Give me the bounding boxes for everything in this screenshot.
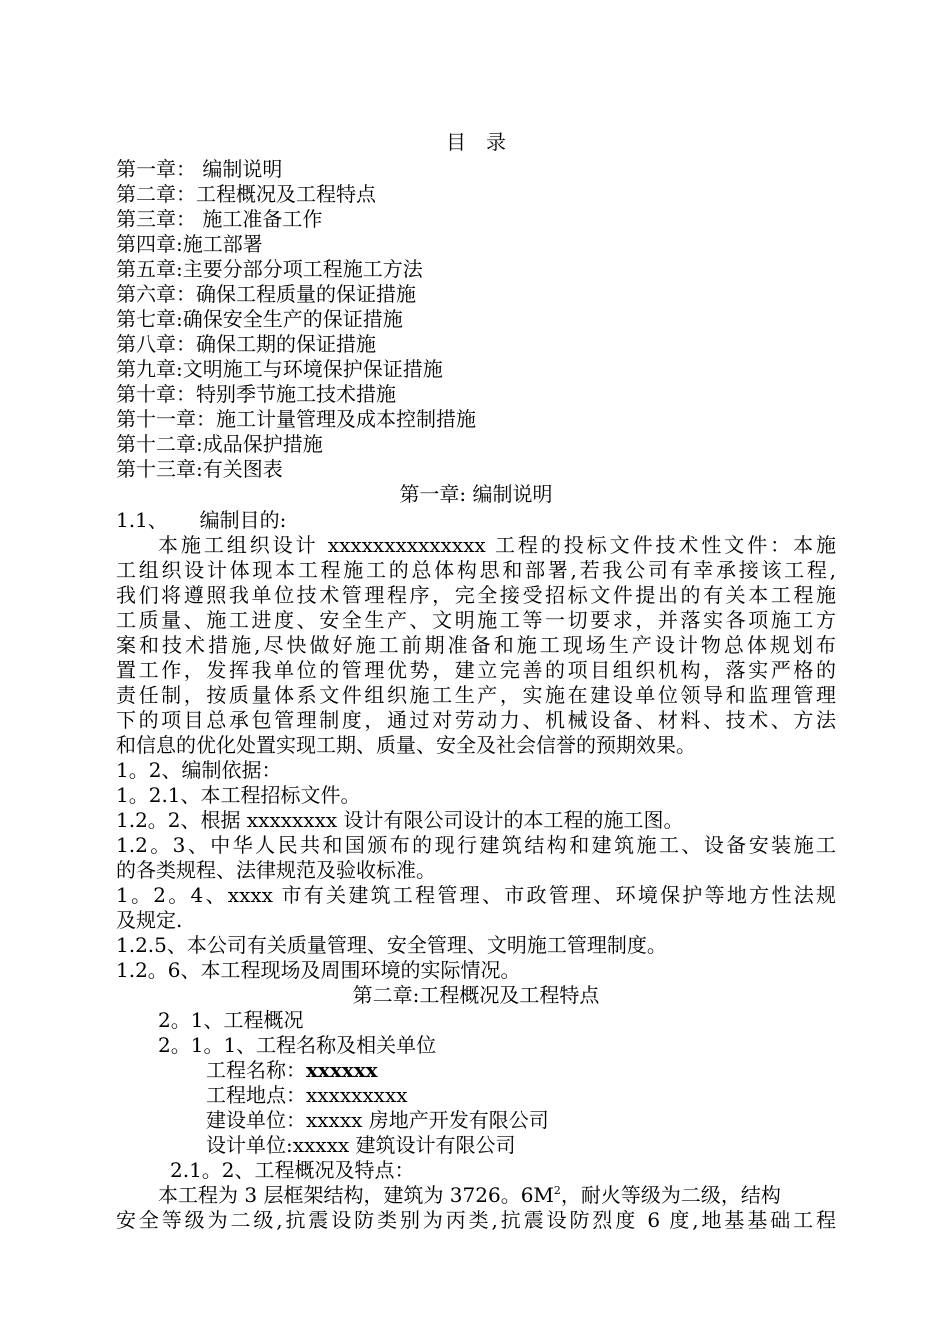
toc-item-7: 第七章:确保安全生产的保证措施	[116, 307, 403, 331]
project-name-row	[206, 1058, 836, 1083]
overview-text-post: ，耐火等级为二级，结构	[560, 1183, 781, 1207]
paragraph-line: 案和技术措施,尽快做好施工前期准备和施工现场生产设计物总体规划布	[116, 633, 836, 657]
overview-text-pre: 本工程为 3 层框架结构，建筑为 3726。6M	[158, 1183, 554, 1207]
toc-item-10: 第十章：特别季节施工技术措施	[116, 382, 396, 406]
toc-item-4: 第四章:施工部署	[116, 232, 263, 256]
toc-item-6: 第六章：确保工程质量的保证措施	[116, 282, 416, 306]
paragraph-line: 责任制，按质量体系文件组织施工生产，实施在建设单位领导和监理管理	[116, 683, 836, 707]
chapter2-heading: 第二章:工程概况及工程特点	[352, 983, 600, 1007]
basis-item-2: 1.2。2、根据 xxxxxxxx 设计有限公司设计的本工程的施工图。	[116, 808, 684, 832]
section-2-1-2-heading: 2.1。2、工程概况及特点：	[170, 1158, 415, 1182]
basis-item-3-cont: 的各类规程、法律规范及验收标准。	[116, 858, 436, 882]
section-1-1-heading: 1.1、 编制目的:	[116, 508, 287, 532]
toc-title: 目 录	[446, 130, 506, 154]
chapter1-heading: 第一章: 编制说明	[399, 482, 553, 506]
toc-item-1: 第一章： 编制说明	[116, 157, 283, 181]
overview-line-2: 安全等级为二级,抗震设防类别为丙类,抗震设防烈度 6 度,地基基础工程	[116, 1208, 836, 1232]
project-name-value: xxxxxx	[306, 1058, 378, 1082]
section-1-2-heading: 1。2、编制依据：	[116, 758, 282, 782]
toc-item-2: 第二章：工程概况及工程特点	[116, 182, 376, 206]
paragraph-line: 下的项目总承包管理制度，通过对劳动力、机械设备、材料、技术、方法	[116, 708, 836, 732]
toc-item-5: 第五章:主要分部分项工程施工方法	[116, 257, 423, 281]
toc-item-3: 第三章： 施工准备工作	[116, 207, 323, 231]
toc-item-13: 第十三章:有关图表	[116, 457, 283, 481]
basis-item-3: 1.2。3、中华人民共和国颁布的现行建筑结构和建筑施工、设备安装施工	[116, 833, 836, 857]
section-2-1-1-heading: 2。1。1、工程名称及相关单位	[158, 1033, 437, 1057]
toc-item-9: 第九章:文明施工与环境保护保证措施	[116, 357, 443, 381]
paragraph-line: 和信息的优化处置实现工期、质量、安全及社会信誉的预期效果。	[116, 733, 696, 757]
basis-item-4: 1。2。4、xxxx 市有关建筑工程管理、市政管理、环境保护等地方性法规	[116, 883, 836, 907]
owner-unit: 建设单位：xxxxx 房地产开发有限公司	[206, 1108, 549, 1132]
basis-item-1: 1。2.1、本工程招标文件。	[116, 783, 361, 807]
basis-item-4-cont: 及规定.	[116, 908, 183, 932]
paragraph-line: 置工作，发挥我单位的管理优势，建立完善的项目组织机构，落实严格的	[116, 658, 836, 682]
overview-line-1	[158, 1183, 836, 1208]
paragraph-line: 工质量、施工进度、安全生产、文明施工等一切要求，并落实各项施工方	[116, 608, 836, 632]
project-site: 工程地点：xxxxxxxxx	[206, 1083, 408, 1107]
project-name-label: 工程名称：	[206, 1058, 306, 1082]
design-unit: 设计单位:xxxxx 建筑设计有限公司	[206, 1133, 516, 1157]
basis-item-5: 1.2.5、本公司有关质量管理、安全管理、文明施工管理制度。	[116, 933, 667, 957]
toc-item-12: 第十二章:成品保护措施	[116, 432, 323, 456]
paragraph-line: 工组织设计体现本工程施工的总体构思和部署,若我公司有幸承接该工程,	[116, 558, 836, 582]
paragraph-line: 我们将遵照我单位技术管理程序，完全接受招标文件提出的有关本工程施	[116, 583, 836, 607]
section-2-1-heading: 2。1、工程概况	[158, 1008, 304, 1032]
area-unit-superscript: 2	[553, 1184, 561, 1197]
paragraph-line: 本施工组织设计 xxxxxxxxxxxxxx 工程的投标文件技术性文件：本施	[158, 533, 836, 557]
toc-item-11: 第十一章：施工计量管理及成本控制措施	[116, 407, 476, 431]
basis-item-6: 1.2。6、本工程现场及周围环境的实际情况。	[116, 958, 521, 982]
toc-item-8: 第八章：确保工期的保证措施	[116, 332, 376, 356]
